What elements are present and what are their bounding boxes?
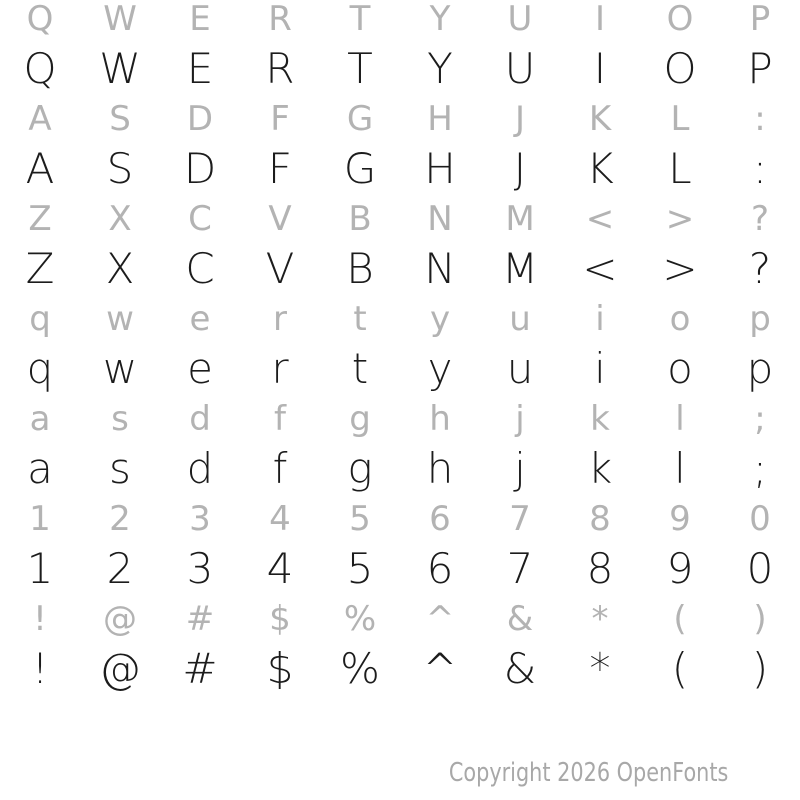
glyph: p — [749, 299, 771, 339]
glyph: G — [343, 144, 377, 193]
glyph: e — [187, 344, 213, 393]
glyph: M — [501, 244, 539, 293]
glyph: k — [587, 444, 613, 493]
glyph: ( — [671, 644, 689, 693]
glyph: w — [102, 344, 138, 393]
glyph: A — [25, 144, 55, 193]
glyph: K — [586, 144, 614, 193]
glyph: 6 — [429, 499, 451, 539]
glyph: i — [594, 344, 606, 393]
glyph: E — [189, 0, 211, 39]
glyph: p — [746, 344, 774, 393]
glyph: C — [188, 199, 212, 239]
glyph: M — [505, 199, 535, 239]
character-row-pair-2 — [0, 100, 800, 200]
glyph: h — [426, 444, 454, 493]
glyph: @ — [99, 644, 141, 693]
glyph: Y — [429, 0, 451, 39]
glyph: s — [109, 444, 131, 493]
glyph: g — [349, 399, 371, 439]
glyph: L — [668, 144, 692, 193]
glyph: y — [429, 299, 451, 339]
glyph: f — [272, 444, 288, 493]
glyph: r — [271, 344, 289, 393]
character-row-pair-4 — [0, 300, 800, 400]
glyph: B — [346, 244, 374, 293]
glyph: J — [513, 144, 527, 193]
glyph: B — [348, 199, 372, 239]
glyph: ! — [31, 644, 49, 693]
glyph: d — [186, 444, 214, 493]
glyph: t — [353, 299, 367, 339]
glyph: 6 — [426, 544, 454, 593]
preview-row — [0, 444, 800, 493]
glyph: R — [265, 44, 295, 93]
glyph: ; — [754, 399, 766, 439]
glyph: ; — [752, 444, 768, 493]
glyph: K — [588, 99, 612, 139]
glyph: W — [99, 44, 141, 93]
glyph: R — [268, 0, 292, 39]
glyph: Z — [28, 199, 52, 239]
glyph: V — [268, 199, 292, 239]
reference-row — [0, 99, 800, 139]
glyph: # — [185, 599, 215, 639]
character-row-pair-5 — [0, 400, 800, 500]
glyph: 9 — [669, 499, 691, 539]
glyph: U — [507, 0, 533, 39]
glyph: 0 — [746, 544, 774, 593]
reference-row — [0, 599, 800, 639]
character-row-pair-1 — [0, 0, 800, 100]
glyph: H — [424, 144, 456, 193]
glyph: P — [747, 44, 773, 93]
glyph: l — [675, 399, 685, 439]
glyph: Y — [427, 44, 453, 93]
preview-row — [0, 544, 800, 593]
glyph: 2 — [109, 499, 131, 539]
glyph: 8 — [589, 499, 611, 539]
glyph: t — [351, 344, 369, 393]
glyph: H — [427, 99, 453, 139]
glyph: < — [585, 199, 615, 239]
glyph: j — [515, 399, 525, 439]
glyph: U — [504, 44, 536, 93]
glyph: N — [427, 199, 453, 239]
glyph: 3 — [186, 544, 214, 593]
glyph: * — [589, 644, 611, 693]
glyph: 5 — [349, 499, 371, 539]
glyph: k — [590, 399, 610, 439]
glyph: E — [186, 44, 214, 93]
glyph: ? — [750, 199, 770, 239]
glyph: F — [267, 144, 293, 193]
reference-row — [0, 499, 800, 539]
glyph: # — [182, 644, 218, 693]
glyph: l — [674, 444, 686, 493]
glyph: $ — [269, 599, 291, 639]
glyph: X — [105, 244, 135, 293]
reference-row — [0, 199, 800, 239]
glyph: ) — [753, 599, 767, 639]
copyright-text: Copyright 2026 OpenFonts — [448, 758, 728, 788]
glyph: q — [29, 299, 51, 339]
glyph: S — [106, 144, 134, 193]
glyph: ! — [33, 599, 47, 639]
glyph: C — [185, 244, 215, 293]
glyph: a — [29, 399, 51, 439]
glyph: d — [189, 399, 211, 439]
glyph: & — [506, 599, 534, 639]
glyph: : — [754, 99, 766, 139]
glyph: ? — [748, 244, 772, 293]
glyph: Z — [25, 244, 55, 293]
preview-row — [0, 644, 800, 693]
glyph: 7 — [509, 499, 531, 539]
glyph: 4 — [266, 544, 294, 593]
glyph: ) — [751, 644, 769, 693]
reference-row — [0, 0, 800, 39]
glyph: I — [593, 44, 607, 93]
glyph: Q — [26, 0, 54, 39]
glyph: > — [665, 199, 695, 239]
glyph: X — [108, 199, 132, 239]
glyph: $ — [266, 644, 294, 693]
glyph: f — [274, 399, 286, 439]
preview-row — [0, 344, 800, 393]
glyph: ( — [673, 599, 687, 639]
glyph: ^ — [422, 644, 458, 693]
preview-row — [0, 44, 800, 93]
glyph: P — [749, 0, 771, 39]
glyph: 1 — [29, 499, 51, 539]
preview-row — [0, 144, 800, 193]
glyph: @ — [103, 599, 137, 639]
glyph: * — [591, 599, 609, 639]
glyph: O — [663, 44, 697, 93]
glyph: i — [595, 299, 605, 339]
glyph: q — [26, 344, 54, 393]
glyph: D — [186, 99, 214, 139]
preview-row — [0, 244, 800, 293]
glyph: 3 — [189, 499, 211, 539]
glyph: & — [503, 644, 537, 693]
glyph: < — [582, 244, 618, 293]
glyph: N — [424, 244, 456, 293]
character-row-pair-7 — [0, 600, 800, 700]
glyph: A — [28, 99, 52, 139]
glyph: Q — [23, 44, 57, 93]
glyph: % — [343, 599, 377, 639]
glyph: V — [265, 244, 295, 293]
glyph: w — [106, 299, 134, 339]
glyph: 5 — [346, 544, 374, 593]
glyph: u — [509, 299, 531, 339]
glyph: u — [506, 344, 534, 393]
glyph: 2 — [106, 544, 134, 593]
glyph: D — [183, 144, 217, 193]
glyph: I — [594, 0, 606, 39]
glyph: s — [111, 399, 129, 439]
glyph: % — [340, 644, 380, 693]
glyph: 4 — [269, 499, 291, 539]
glyph: : — [752, 144, 768, 193]
glyph: W — [103, 0, 137, 39]
glyph: G — [346, 99, 374, 139]
glyph: e — [189, 299, 211, 339]
glyph: 1 — [26, 544, 54, 593]
glyph: o — [667, 344, 693, 393]
glyph: h — [429, 399, 451, 439]
glyph: j — [514, 444, 526, 493]
glyph: g — [347, 444, 373, 493]
glyph: L — [670, 99, 690, 139]
reference-row — [0, 399, 800, 439]
glyph: 0 — [749, 499, 771, 539]
character-row-pair-6 — [0, 500, 800, 600]
glyph: 9 — [666, 544, 694, 593]
glyph: y — [427, 344, 453, 393]
reference-row — [0, 299, 800, 339]
glyph: T — [349, 0, 371, 39]
glyph: O — [666, 0, 694, 39]
glyph: T — [347, 44, 373, 93]
glyph: 7 — [506, 544, 534, 593]
glyph: a — [27, 444, 53, 493]
glyph: 8 — [586, 544, 614, 593]
glyph: J — [514, 99, 526, 139]
character-row-pair-3 — [0, 200, 800, 300]
glyph: S — [109, 99, 131, 139]
glyph: r — [273, 299, 287, 339]
glyph: ^ — [425, 599, 455, 639]
glyph: o — [669, 299, 691, 339]
glyph: > — [662, 244, 698, 293]
glyph: F — [270, 99, 290, 139]
